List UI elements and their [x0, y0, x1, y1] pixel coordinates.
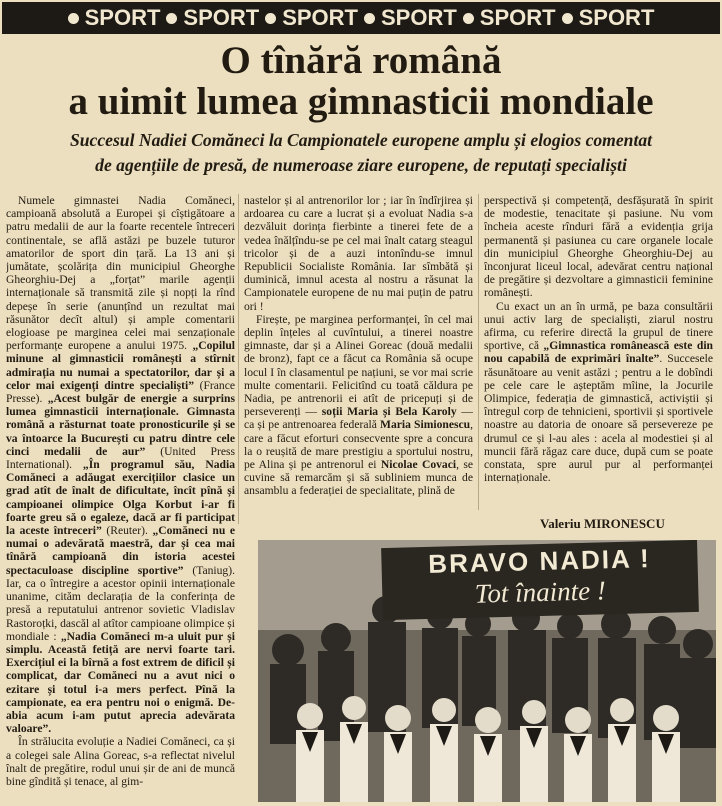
article-paragraph	[244, 313, 473, 498]
bullet-dot-icon	[166, 13, 177, 24]
headline-line-2: a uimit lumea gimnasticii mondiale	[68, 80, 654, 123]
quote-text: Maria Simionescu	[380, 418, 471, 432]
author-signature: Valeriu MIRONESCU	[540, 516, 665, 531]
subheadline-line-2: de agențiile de presă, de numeroase ziare europene, de reputați specialiști	[95, 155, 627, 175]
quote-text: „Gimnastica românească este din nou capabilă de exprimări înalte”	[484, 339, 713, 366]
photo-banner-sign	[381, 540, 699, 620]
banner-word: SPORT	[479, 5, 556, 30]
body-text: — ca și pe antrenoarea federală	[244, 405, 473, 432]
body-text: (Reuter).	[101, 524, 153, 538]
quote-text: „Nadia Comăneci m-a uluit pur și simplu. Această fetiță are nervi foarte tari. Exercițiul ei la bîrnă a fost extrem de dificil și complicat, dar Comăneci nu a avut nici o ezitare și totul i-a mers perfect. Pînă la campionate, ea era pentru noi o enigmă. De-abia acum i-am putut aprecia adevărata valoare”.	[6, 629, 235, 736]
banner-segment	[68, 5, 161, 31]
quote-text: „Acest bulgăr de energie a surprins lumea gimnasticii internaționale. Gimnasta română a răsturnat toate pronosticurile și se va întoarce la București cu patru dintre cele cinci medalii de aur”	[6, 392, 235, 458]
article-paragraph	[6, 735, 235, 788]
bullet-dot-icon	[68, 13, 79, 24]
body-text: . Succesele răsunătoare au venit astăzi ; pentru a le dobîndi pe cele care le așteptăm mîine, la Jocurile Olimpice, federația de gimnastică, activiștii și întregul corp de tehnicieni, sportivii și sportivele noastre au datoria de onoare să persevereze pe drumul ce și l-au ales : acela al modestiei și al muncii fără răgaz care duce, după cum se poate constata, spre aurul pur al performanței internaționale.	[484, 352, 713, 485]
article-column-2	[244, 194, 473, 520]
quote-text: „În programul său, Nadia Comăneci a adăugat exercițiilor clasice un grad atît de înalt de dificultate, încît pînă și campioanei olimpice Olga Korbut i-ar fi foarte greu să o egaleze, dacă ar fi participat la aceste întreceri”	[6, 458, 235, 538]
article-paragraph	[6, 194, 235, 735]
sport-banner	[2, 2, 720, 34]
body-text: , se cuvine să remarcăm și să subliniem munca de ansamblu a federației de specialitate, plină de	[244, 458, 473, 498]
quote-text: soții Maria și Bela Karoly	[321, 405, 457, 419]
column-rule	[238, 194, 239, 524]
banner-word: SPORT	[282, 5, 358, 30]
subheadline-line-1: Succesul Nadiei Comăneci la Campionatele europene amplu și elogios comentat	[69, 130, 653, 150]
headline	[0, 40, 722, 122]
subheadline	[6, 128, 716, 178]
banner-word: SPORT	[84, 5, 161, 30]
body-text: , care a făcut eforturi consecvente spre a concura la o reușită de mare prestigiu a sportului nostru, pe Alina și pe antrenorul ei	[244, 418, 473, 472]
body-text: Cu exact un an în urmă, pe baza consultării unui activ larg de specialiști, ziarul nostru afirma, cu referire directă la grupul de tinere sportive, că	[484, 299, 713, 353]
body-text: Numele gimnastei Nadia Comăneci, campioană absolută a Europei și cîștigătoare a patru medalii de aur la foarte recentele întreceri continentale, se află astăzi pe buzele tuturor amatorilor de sport din țară. La 13 ani și jumătate, școlărița din municipiul Gheorghe Gheorghiu-Dej a „forțat” marile agenții internaționale să transmită zile și nopți la rînd depeșe în serie (anunțînd un rezultat mai răsunător decît altul) și ample comentarii elogioase pe marginea celei mai senzaționale performanțe europene a anului 1975.	[6, 194, 235, 353]
column-rule	[478, 194, 479, 510]
body-text: perspectivă și competență, desfășurată în spirit de modestie, tenacitate și pasiune. Nu vom încheia aceste rînduri fără a evidenția grija permanentă și pasiunea cu care organele locale din municipiul Gheorghe Gheorghiu-Dej au înconjurat liceul local, adevărat centru național de pregătire și dezvoltare a gimnasticii feminine românești.	[484, 194, 713, 300]
quote-text: Nicolae Covaci	[380, 458, 457, 472]
banner-word: SPORT	[183, 5, 260, 30]
photo-banner-line-2: Tot înainte !	[474, 575, 607, 609]
banner-segment	[463, 5, 556, 31]
headline-line-1: O tînără română	[220, 39, 502, 82]
body-text: (France Presse).	[6, 378, 235, 406]
banner-segment	[364, 5, 457, 31]
photo-banner-line-1: BRAVO NADIA !	[427, 543, 652, 579]
body-text: (United Press International).	[6, 444, 235, 472]
quote-text: „Copilul minune al gimnasticii românești a stîrnit admirația nu numai a spectatorilor, dar și a celor mai exigenți dintre specialiști”	[6, 339, 235, 392]
quote-text: „Comăneci nu e numai o adevărată maestră, dar și cea mai tînără campioană din istoria acestei spectaculoase discipline sportive”	[6, 524, 235, 577]
banner-word: SPORT	[578, 5, 655, 30]
banner-segment	[265, 5, 358, 31]
article-column-1	[6, 194, 235, 804]
banner-segment	[166, 5, 259, 31]
article-paragraph	[484, 194, 713, 300]
article-column-3	[484, 194, 713, 510]
banner-word: SPORT	[381, 5, 457, 30]
bullet-dot-icon	[265, 13, 276, 24]
bullet-dot-icon	[364, 13, 375, 24]
article-paragraph	[244, 194, 473, 313]
body-text: (Taniug). Iar, ca o întregire a acestor opinii internaționale unanime, cităm declarația de la conferința de presă a reputatului antrenor sovietic Vladislav Rastoroțki, dascăl al atîtor campioane olimpice și mondiale :	[6, 563, 235, 643]
bullet-dot-icon	[463, 13, 474, 24]
banner-segment	[562, 5, 655, 31]
body-text: nastelor și al antrenorilor lor ; iar în îndîrjirea și ardoarea cu care a lucrat și a evoluat Nadia s-a dezvăluit dorința fierbinte a tinerei fete de a vedea înălțîndu-se pe cel mai înalt catarg steagul tricolor și de a auzi intonîndu-se imnul Republicii Socialiste România. Iar sîmbătă și duminică, imnul acesta al nostru a răsunat la Campionatele europene de nu mai puțin de patru ori !	[244, 194, 473, 313]
team-photo	[258, 540, 716, 802]
body-text: Firește, pe marginea performanței, în cel mai deplin înțeles al cuvîntului, a tinerei noastre gimnaste, dar și a Alinei Goreac (două medalii de bronz), fapt ce a făcut ca România să ocupe locul I în clasamentul pe națiuni, se vor mai scrie multe comentarii. Felicitînd cu toată căldura pe Nadia, pe antrenorii ei atît de pricepuți și de perseverenți —	[244, 312, 473, 419]
bullet-dot-icon	[562, 13, 573, 24]
article-paragraph	[484, 300, 713, 485]
body-text: În strălucita evoluție a Nadiei Comăneci, ca și a colegei sale Alina Goreac, s-a reflectat nivelul înalt de pregătire, rodul unui șir de ani de muncă bine gîndită și tenace, al gim-	[6, 735, 235, 788]
